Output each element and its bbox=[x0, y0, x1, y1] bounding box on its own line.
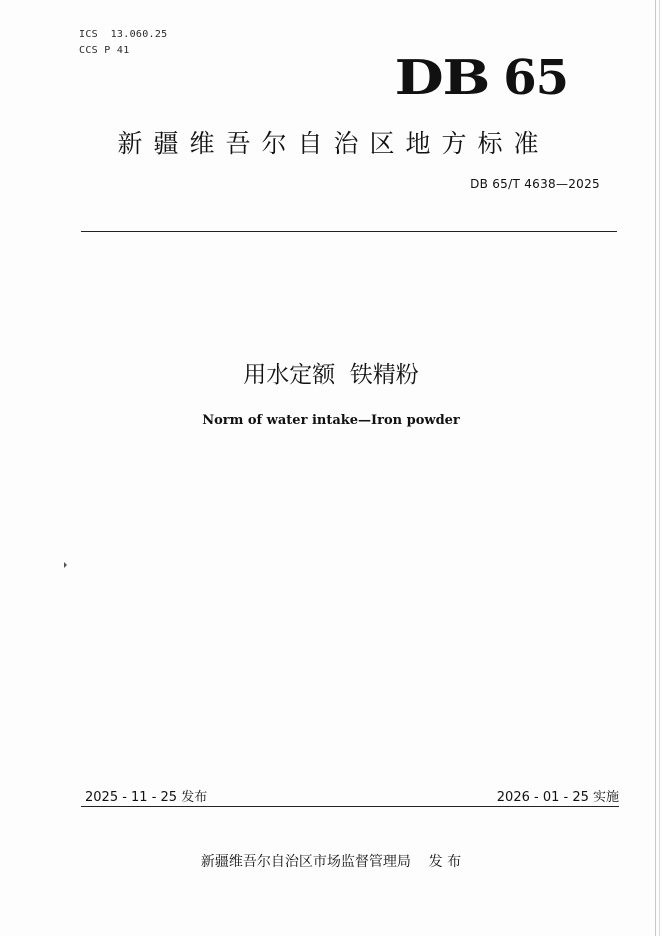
standard-authority-heading: 新疆维吾尔自治区地方标准 bbox=[117, 129, 550, 158]
implementation-date: 2026 - 01 - 25 实施 bbox=[496, 790, 619, 805]
ics-code: ICS 13.060.25 bbox=[79, 29, 168, 40]
logo-code-text: 65 bbox=[503, 50, 568, 106]
document-title-chinese: 用水定额 铁精粉 bbox=[243, 362, 419, 388]
db65-logo bbox=[394, 50, 568, 106]
ccs-code: CCS P 41 bbox=[79, 45, 130, 56]
publisher-line: 新疆维吾尔自治区市场监督管理局 发 布 bbox=[200, 854, 462, 870]
issue-date: 2025 - 11 - 25 发布 bbox=[85, 790, 208, 805]
document-title-english: Norm of water intake—Iron powder bbox=[202, 413, 460, 428]
scan-mark-icon bbox=[64, 562, 67, 568]
logo-db-text: DB bbox=[394, 50, 490, 106]
top-divider bbox=[81, 231, 617, 232]
bottom-divider bbox=[81, 806, 619, 807]
standard-number: DB 65/T 4638—2025 bbox=[470, 177, 600, 191]
